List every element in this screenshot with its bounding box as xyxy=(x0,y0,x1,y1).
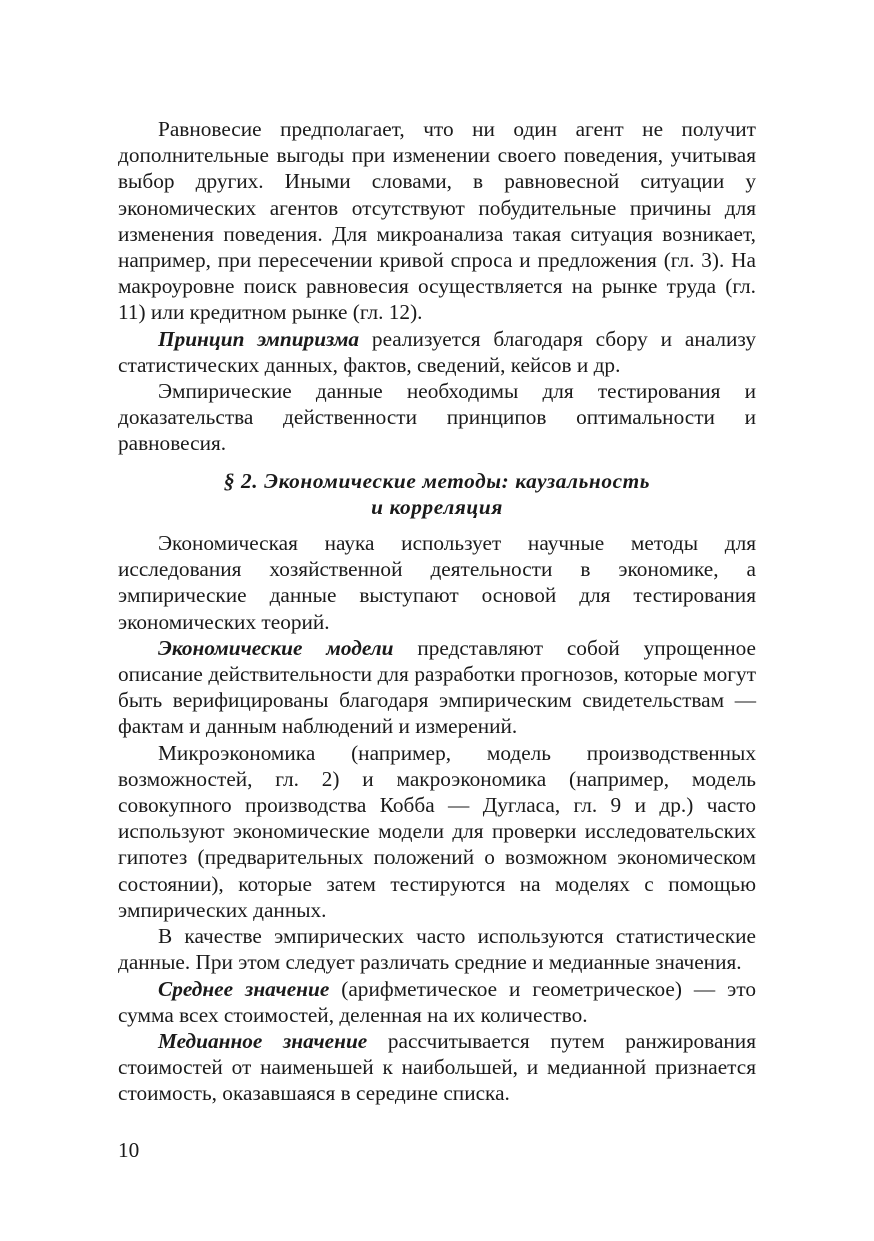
paragraph-equilibrium xyxy=(118,116,756,326)
paragraph-text: В качестве эмпирических часто используются статистические данные. При этом следует различать средние и медианные значения. xyxy=(118,924,756,975)
term-economic-models: Экономические модели xyxy=(158,635,394,660)
paragraph-text: Эмпирические данные необходимы для тестирования и доказательства действенности принципов оптимальности и равновесия. xyxy=(118,379,756,456)
paragraph-economic-science xyxy=(118,530,756,635)
paragraph-text: Равновесие предполагает, что ни один агент не получит дополнительные выгоды при изменении своего поведения, учитывая выбор других. Иными словами, в равновесной ситуации у экономических агентов отсутствуют побудительные причины для изменения поведения. Для микроанализа такая ситуация возникает, например, при пересечении кривой спроса и предложения (гл. 3). На макроуровне поиск равновесия осуществляется на рынке труда (гл. 11) или кредитном рынке (гл. 12). xyxy=(118,117,756,325)
section-heading-line-2: и корреляция xyxy=(371,494,503,519)
paragraph-text: (арифметическое и геометрическое) — это сумма всех стоимостей, деленная на их количество. xyxy=(118,976,756,1027)
page-number: 10 xyxy=(118,1138,140,1162)
term-median-value: Медианное значение xyxy=(158,1028,368,1053)
paragraph-text: реализуется благодаря сбору и анализу статистических данных, фактов, сведений, кейсов и др. xyxy=(118,326,756,377)
page-body xyxy=(118,116,756,1107)
term-mean-value: Среднее значение xyxy=(158,976,330,1001)
section-heading-line-1: § 2. Экономические методы: каузальность xyxy=(223,468,651,493)
paragraph-mean-value xyxy=(118,976,756,1028)
paragraph-text: Экономическая наука использует научные методы для исследования хозяйственной деятельности в экономике, а эмпирические данные выступают основой для тестирования экономических теорий. xyxy=(118,531,756,634)
paragraph-empirical-data xyxy=(118,378,756,457)
paragraph-micro-macro xyxy=(118,740,756,923)
paragraph-empiricism-principle xyxy=(118,326,756,378)
paragraph-economic-models xyxy=(118,635,756,740)
paragraph-statistics xyxy=(118,923,756,975)
paragraph-median-value xyxy=(118,1028,756,1107)
section-heading xyxy=(118,468,756,520)
paragraph-text: Микроэкономика (например, модель производственных возможностей, гл. 2) и макроэкономика (например, модель совокупного производства Кобба — Дугласа, гл. 9 и др.) часто используют экономические модели для проверки исследовательских гипотез (предварительных положений о возможном экономическом состоянии), которые затем тестируются на моделях с помощью эмпирических данных. xyxy=(118,740,756,922)
paragraph-text: рассчитывается путем ранжирования стоимостей от наименьшей к наибольшей, и медианной признается стоимость, оказавшаяся в середине списка. xyxy=(118,1028,756,1106)
term-empiricism-principle: Принцип эмпиризма xyxy=(158,326,360,351)
paragraph-text: представляют собой упрощенное описание действительности для разработки прогнозов, которые могут быть верифицированы благодаря эмпирическим свидетельствам — фактам и данным наблюдений и измерений. xyxy=(118,635,756,739)
